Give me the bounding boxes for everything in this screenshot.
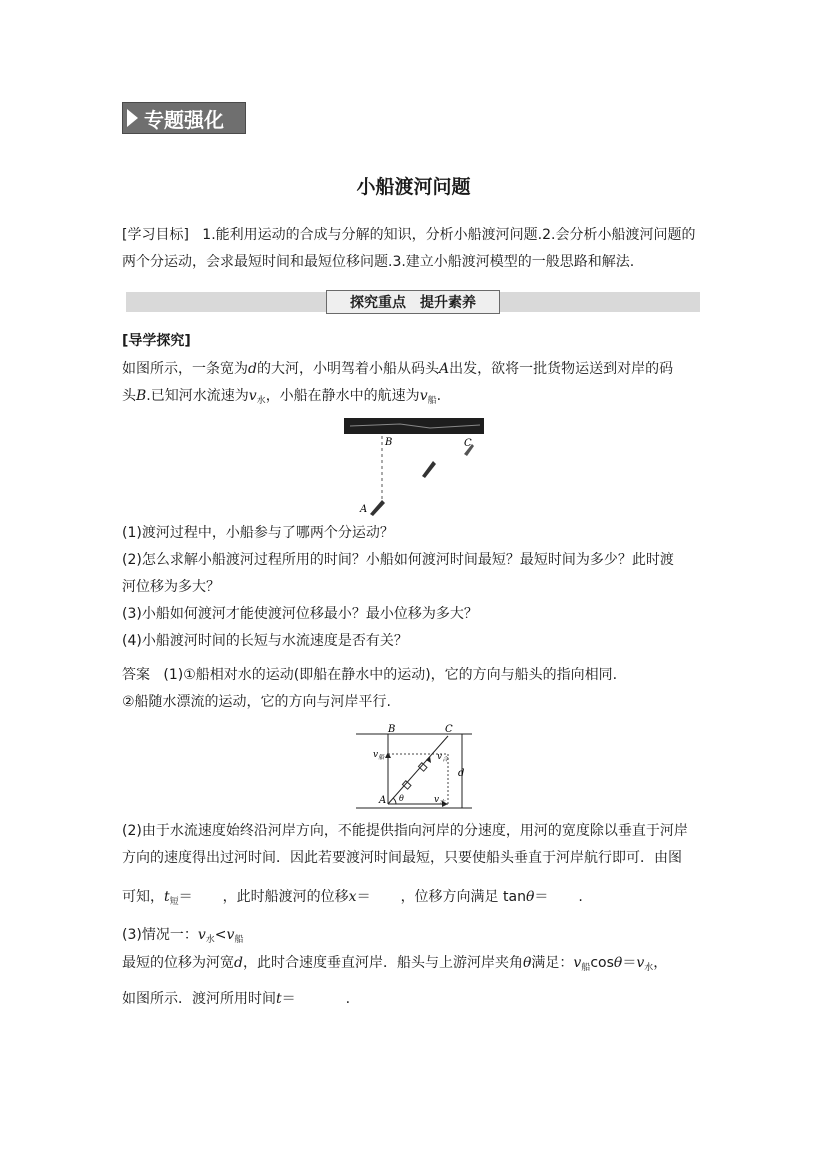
fig2-label-v-total: $v_合$ [437, 752, 449, 763]
label-a: A [360, 504, 368, 515]
resultant-arrowhead [426, 756, 431, 763]
guide-line-1: 如图所示，一条宽为d的大河，小明驾着小船从码头A出发，欲将一批货物运送到对岸的码 [122, 361, 674, 377]
learning-objectives [122, 222, 708, 276]
boat-velocity-arrowhead [385, 752, 391, 758]
play-arrow-icon [127, 109, 138, 127]
case-1-heading: (3)情况一：$v_水<v_船$ [122, 927, 244, 945]
case-1-line-1: 最短的位移为河宽d，此时合速度垂直河岸．船头与上游河岸夹角θ满足：$v_船\cos\theta=v_水$， [122, 955, 668, 973]
explanation-2 [122, 818, 708, 872]
figure-velocity-diagram [350, 722, 480, 814]
question-3: (3)小船如何渡河才能使渡河位移最小？最小位移为多大？ [122, 606, 478, 622]
fig2-label-b: B [388, 724, 396, 735]
guide-tag: [导学探究] [122, 333, 191, 349]
case-1-line-2: 如图所示．渡河所用时间t＝ . [122, 991, 351, 1007]
boat-marker-low [402, 781, 411, 789]
section-banner [122, 102, 246, 134]
section-left: 探究重点 [350, 295, 406, 311]
answer-line-2: ②船随水漂流的运动，它的方向与河岸平行. [122, 694, 391, 710]
resultant-line [388, 736, 448, 804]
question-1: (1)渡河过程中，小船参与了哪两个分运动？ [122, 525, 394, 541]
guide-text [122, 356, 708, 415]
objectives-line-2: 两个分运动，会求最短时间和最短位移问题.3.建立小船渡河模型的一般思路和解法. [122, 254, 635, 270]
fig2-label-a: A [379, 795, 387, 806]
fig2-label-v-boat: $v_船$ [373, 750, 385, 761]
objectives-line-1: [学习目标] 1.能利用运动的合成与分解的知识，分析小船渡河问题.2.会分析小船渡河问题的 [122, 227, 696, 243]
answer-line-1: 答案 (1)①船相对水的运动(即船在静水中的运动)，它的方向与船头的指向相同. [122, 667, 618, 683]
page-title: 小船渡河问题 [356, 176, 471, 198]
figure-river-photo [340, 416, 490, 518]
explanation-2-line-1: (2)由于水流速度始终沿河岸方向，不能提供指向河岸的分速度，用河的宽度除以垂直于河岸 [122, 823, 688, 839]
banner-label: 专题强化 [144, 107, 224, 132]
fig2-label-v-water: $v_水$ [434, 795, 446, 806]
fig2-label-c: C [445, 724, 453, 735]
section-right: 提升素养 [420, 295, 476, 311]
theta-arc [393, 798, 396, 804]
guide-line-2: 头B.已知河水流速为$v_水$，小船在静水中的航速为$v_船$. [122, 388, 442, 406]
boat-icon-a [370, 500, 385, 516]
section-header [326, 290, 500, 314]
boat-marker-high [418, 763, 427, 771]
answer [122, 662, 708, 716]
question-4: (4)小船渡河时间的长短与水流速度是否有关？ [122, 633, 408, 649]
objectives-tag: [学习目标] [122, 227, 189, 243]
label-b: B [385, 437, 393, 448]
fig2-label-d: d [458, 768, 465, 779]
explanation-2-line-3: 可知，$t_短=$ ，此时船渡河的位移x＝ ，位移方向满足 tanθ＝ . [122, 889, 583, 907]
fig2-label-theta: θ [399, 794, 404, 803]
question-2-line-1: (2)怎么求解小船渡河过程所用的时间？小船如何渡河时间最短？最短时间为多少？此时渡 [122, 552, 674, 568]
answer-tag: 答案 [122, 667, 150, 683]
boat-icon-mid [422, 461, 436, 478]
label-c: C [464, 438, 472, 449]
question-2-line-2: 河位移为多大？ [122, 579, 220, 595]
questions [122, 520, 708, 655]
explanation-2-line-2: 方向的速度得出过河时间．因此若要渡河时间最短，只要使船头垂直于河岸航行即可．由图 [122, 850, 682, 866]
